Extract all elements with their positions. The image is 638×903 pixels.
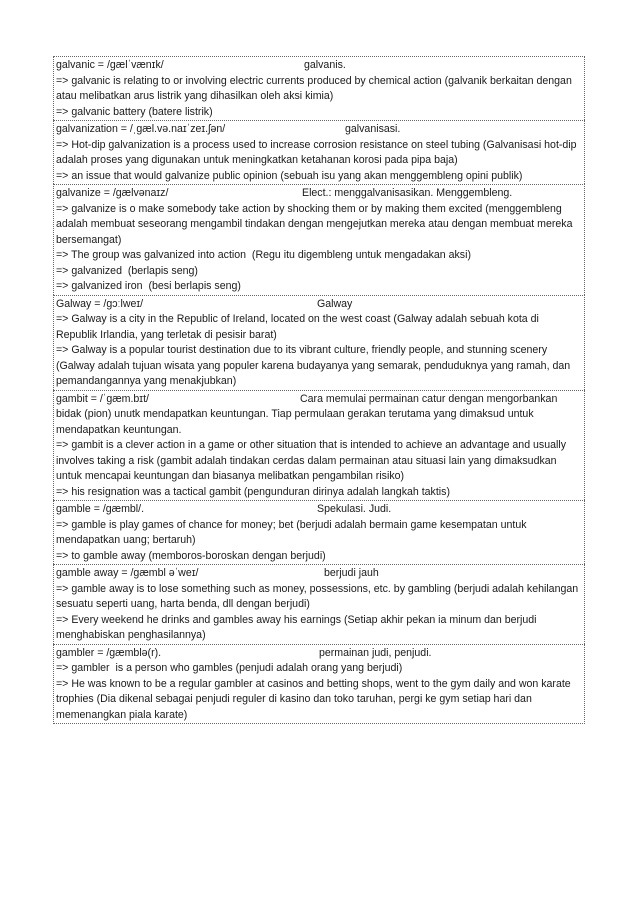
- entry-head: [56, 58, 582, 74]
- entry-galvanize: [53, 184, 585, 295]
- entry-line: => galvanize is o make somebody take action by shocking them or by making them excited (menggembleng adalah membuat seseorang mengambil tindakan dengan mengejutkan mereka atau dengan membuat mereka bersemangat): [56, 202, 576, 246]
- entry-gamble: [53, 500, 585, 564]
- entry-translation: Spekulasi. Judi.: [317, 503, 392, 515]
- entry-translation: galvanis.: [304, 59, 346, 71]
- entry-term: Galway = /gɔːlweɪ/: [56, 297, 144, 310]
- entry-line: => gamble away is to lose something such as money, possessions, etc. by gambling (berjudi adalah kehilangan sesuatu seperti uang, harta benda, dll dengan berjudi): [56, 582, 582, 610]
- entry-term: gamble away = /gæmbl əˈweɪ/: [56, 567, 199, 579]
- entry-line: => Hot-dip galvanization is a process used to increase corrosion resistance on steel tubing (Galvanisasi hot-dip adalah proses yang digunakan untuk meningkatkan ketahanan korosi pada pipa baja): [56, 138, 580, 166]
- entry-head: [56, 502, 582, 518]
- entry-translation: galvanisasi.: [345, 123, 401, 135]
- entry-line: => galvanic battery (batere listrik): [56, 105, 213, 118]
- entry-line: => gambler is a person who gambles (penjudi adalah orang yang berjudi): [56, 662, 403, 674]
- entry-term: gambler = /gæmblə(r).: [56, 646, 162, 659]
- entry-line: => an issue that would galvanize public opinion (sebuah isu yang akan menggembleng opini publik): [56, 169, 523, 182]
- entry-term: galvanize = /gælvənaɪz/: [56, 187, 169, 199]
- entry-translation: Elect.: menggalvanisasikan. Menggembleng.: [302, 187, 513, 199]
- entry-translation: Cara memulai permainan catur dengan mengorbankan: [300, 392, 558, 405]
- entry-translation: Galway: [317, 297, 353, 310]
- entry-translation: berjudi jauh: [324, 567, 379, 579]
- entry-gamble-away: [53, 564, 585, 644]
- entry-translation: permainan judi, penjudi.: [319, 646, 432, 659]
- entry-head: [56, 392, 582, 408]
- entry-head: [56, 646, 582, 662]
- entry-term: gambit = /ˈgæm.bɪt/: [56, 392, 149, 405]
- entry-head: [56, 566, 582, 582]
- entry-term: gamble = /gæmbl/.: [56, 503, 145, 515]
- entry-line: => Galway is a city in the Republic of Ireland, located on the west coast (Galway adalah sebuah kota di Republik Irlandia, yang terletak di pesisir barat): [56, 313, 542, 341]
- entry-galway: [53, 295, 585, 390]
- entry-head: [56, 186, 582, 202]
- entry-line: => to gamble away (memboros-boroskan dengan berjudi): [56, 549, 326, 562]
- entry-line: => galvanized (berlapis seng): [56, 264, 198, 277]
- entry-term: galvanization = /ˌgæl.və.naɪˈzeɪ.ʃən/: [56, 123, 226, 135]
- entry-galvanization: [53, 120, 585, 184]
- entry-line: => gambit is a clever action in a game or other situation that is intended to achieve an advantage and usually involves taking a risk (gambit adalah tindakan cerdas dalam permainan atau situasi lain yang dimaksudkan untuk mencapai keuntungan dan biasanya melibatkan pengambilan risiko): [56, 439, 569, 482]
- entry-line: bidak (pion) unutk mendapatkan keuntungan. Tiap permulaan gerakan terutama yang dimaksud untuk mendapatkan keuntungan.: [56, 408, 537, 436]
- entry-galvanic: [53, 56, 585, 120]
- entry-line: => The group was galvanized into action (Regu itu digembleng untuk mengadakan aksi): [56, 249, 471, 261]
- dictionary-sheet: [53, 56, 585, 724]
- entry-head: [56, 122, 582, 138]
- entry-gambit: [53, 390, 585, 501]
- entry-line: => Galway is a popular tourist destination due to its vibrant culture, friendly people, and stunning scenery (Galway adalah tujuan wisata yang populer karena budayanya yang semarak, penduduknya yang ramah, dan pemandangannya yang menakjubkan): [56, 344, 574, 387]
- entry-line: => his resignation was a tactical gambit (pengunduran dirinya adalah langkah taktis): [56, 485, 450, 498]
- entry-line: => gamble is play games of chance for money; bet (berjudi adalah bermain game kesempatan untuk mendapatkan uang; bertaruh): [56, 518, 530, 546]
- entry-line: => galvanized iron (besi berlapis seng): [56, 280, 241, 292]
- entry-gambler: [53, 644, 585, 725]
- entry-line: => Every weekend he drinks and gambles away his earnings (Setiap akhir pekan ia minum dan berjudi menghabiskan penghasilannya): [56, 613, 540, 641]
- entry-line: => He was known to be a regular gambler at casinos and betting shops, went to the gym daily and won karate trophies (Dia dikenal sebagai penjudi reguler di kasino dan toko taruhan, pergi ke gym setiap hari dan memenangkan piala karate): [56, 677, 574, 721]
- entry-term: galvanic = /gælˈvænɪk/: [56, 59, 164, 71]
- entry-head: [56, 297, 582, 313]
- entry-line: => galvanic is relating to or involving electric currents produced by chemical action (galvanik berkaitan dengan atau melibatkan arus listrik yang dihasilkan oleh aksi kimia): [56, 74, 575, 102]
